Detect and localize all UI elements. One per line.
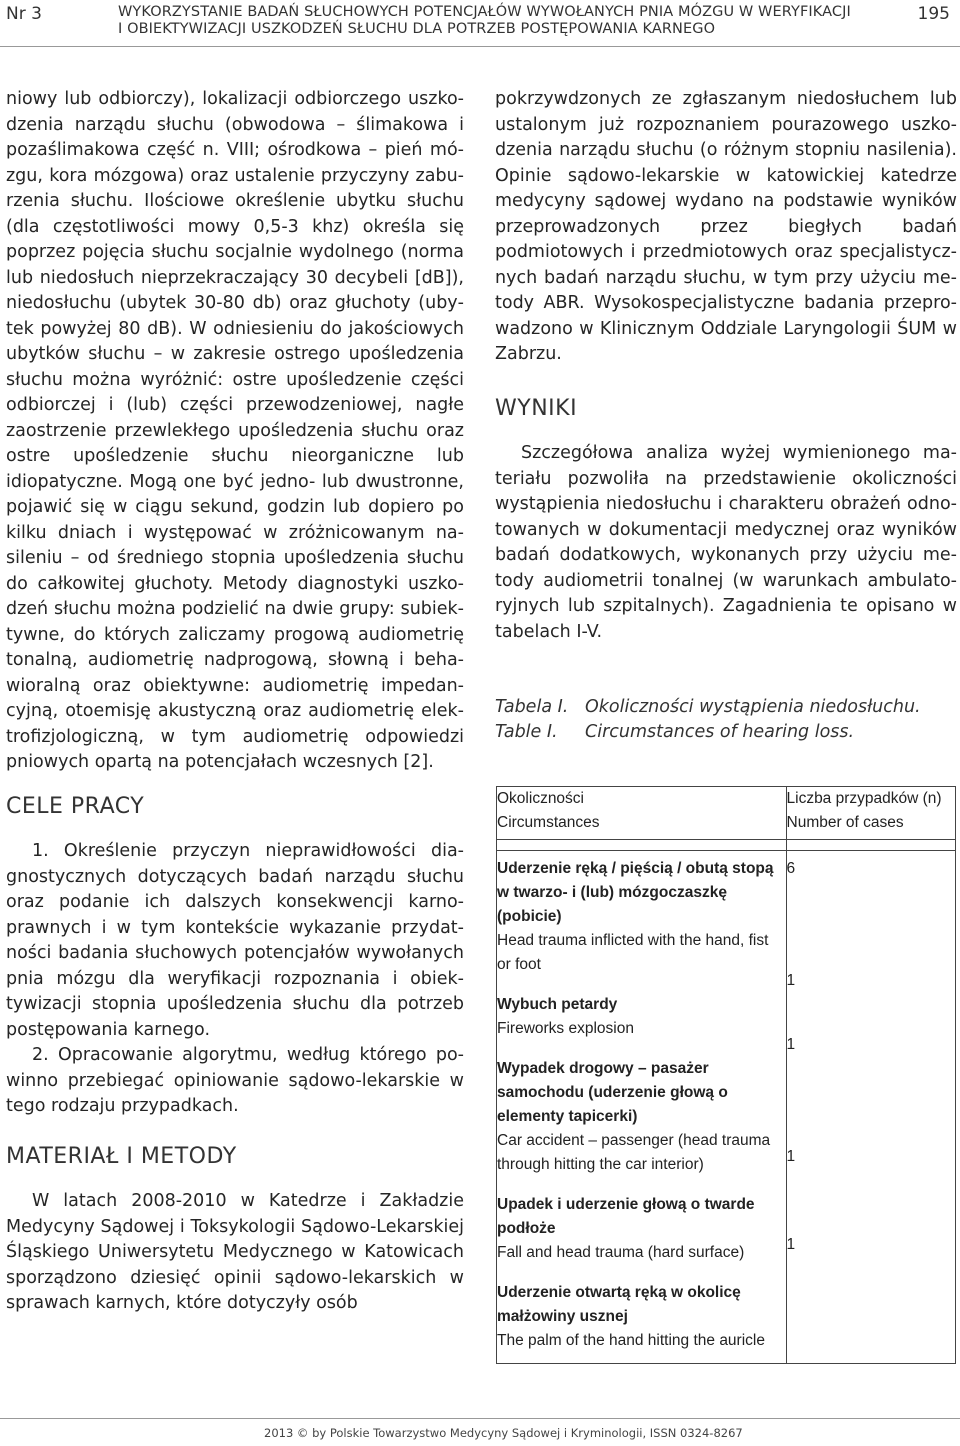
row-3-count: 1 <box>786 1036 796 1053</box>
table-body-circumstances <box>497 851 787 1364</box>
table-header-cases <box>786 787 956 840</box>
table-caption-pl-label: Tabela I. <box>495 697 569 717</box>
circumstances-table <box>496 786 956 1364</box>
table-caption-en-label: Table I. <box>495 722 558 742</box>
row-5-en: The palm of the hand hitting the auricle <box>497 1332 765 1349</box>
table-caption-pl <box>495 695 957 720</box>
methods-paragraph: W latach 2008-2010 w Katedrze i Zakładzie Medycyny Sądowej i Toksykologii Sądowo-Lekarskiej Śląskiego Uniwersytetu Medycznego w Katowicach sporządzono dziesięć opinii sądowo-lekarskich w sprawach karnych, które dotyczyły osób <box>6 1191 464 1313</box>
table-row <box>497 1183 786 1271</box>
continued-paragraph: pokrzywdzonych ze zgłaszanym niedosłuchem lub ustalonym już rozpoznaniem pourazowego uszkodzenia narządu słuchu (o różnym stopniu nasilenia). Opinie sądowo-lekarskie w katowickiej katedrze medycyny sądowej wydano na podstawie wyników przeprowadzonych przez biegłych badań podmiotowych i przedmiotowych oraz specjalistycznych badań narządu słuchu, w tym przy użyciu metody ABR. Wysokospecjalistyczne badania przeprowadzono w Klinicznym Oddziale Laryngologii ŚUM w Zabrzu. <box>495 89 957 364</box>
table-header-circumstances <box>497 787 787 840</box>
results-paragraph: Szczegółowa analiza wyżej wymienionego materiału pozwoliła na przedstawienie okoliczności wystąpienia niedosłuchu i charakteru obrażeń odnotowanych w dokumentacji medycznej oraz wyników badań dodatkowych, wykonanych przy użyciu metody audiometrii tonalnej (w warunkach ambulatoryjnych lub szpitalnych). Zagadnienia te opisano w tabelach I-V. <box>495 443 957 642</box>
row-1-count: 6 <box>786 860 796 877</box>
intro-paragraph: niowy lub odbiorczy), lokalizacji odbiorczego uszkodzenia narządu słuchu (obwodowa – ślimakowa i pozaślimakowa część n. VIII; ośrodkowa – pień mózgu, kora mózgowa) oraz ustalenie przyczyny zaburzenia słuchu. Ilościowe określenie ubytku słuchu (dla częstotliwości mowy 0,5-3 khz) określa się poprzez pojęcia słuchu socjalnie wydolnego (norma lub niedosłuch nieprzekraczający 30 decybeli [dB]), niedosłuchu (ubytek 30-80 db) oraz głuchoty (ubytek powyżej 80 dB). W odniesieniu do jakościowych ubytków słuchu – w zakresie ostrego upośledzenia słuchu można wyróżnić: ostre upośledzenie części odbiorczej i (lub) części przewodzeniowej, nagłe zaostrzenie przewlekłego upośledzenia słuchu oraz ostre upośledzenie słuchu nieorganiczne lub idiopatyczne. Mogą one być jedno- lub dwustronne, pojawić się w ciągu sekund, godzin lub dopiero po kilku dniach i występować w zróżnicowanym nasileniu – od średniego stopnia upośledzenia słuchu do całkowitej głuchoty. Metody diagnostyki uszkodzeń słuchu można podzielić na dwie grupy: subiektywne, do których zaliczamy progową audiometrię tonalną, audiometrię nadprogową, słowną i behawioralną oraz obiektywne: audiometrię impedancyjną, otoemisję akustyczną oraz audiometrię elektrofizjologiczną, w tym audiometrię odpowiedzi pniowych opartą na potencjałach wczesnych [2]. <box>6 89 464 772</box>
row-1-en: Head trauma inflicted with the hand, fist or foot <box>497 932 769 973</box>
table-body-row <box>497 851 956 1364</box>
table-row <box>497 983 786 1047</box>
table-caption <box>495 695 957 745</box>
issue-number: Nr 3 <box>6 4 42 24</box>
row-1-pl: Uderzenie ręką / pięścią / obutą stopą w twarzo- i (lub) mózgoczaszkę (pobicie) <box>497 860 774 925</box>
row-2-en: Fireworks explosion <box>497 1020 634 1037</box>
row-5-pl: Uderzenie otwartą ręką w okolicę małżowiny usznej <box>497 1284 741 1325</box>
table-header-row <box>497 787 956 840</box>
section-heading-wyniki: WYNIKI <box>495 395 578 421</box>
table-row <box>497 1047 786 1183</box>
footer-rule <box>0 1418 960 1419</box>
table-caption-en <box>495 720 957 745</box>
aim-paragraph-1: 1. Określenie przyczyn nieprawidłowości diagnostycznych dotyczących badań narządu słuchu oraz podanie ich dalszych konsekwencji karnoprawnych i w tym kontekście wykazanie przydatności badania słuchowych potencjałów wywołanych pnia mózgu dla weryfikacji rozpoznania i obiektywizacji stopnia upośledzenia słuchu dla potrzeb postępowania karnego. <box>6 841 464 1040</box>
table-header-col2-en: Number of cases <box>786 814 904 831</box>
table-header-col1-pl: Okoliczności <box>497 790 584 807</box>
left-column <box>6 87 464 1317</box>
row-4-en: Fall and head trauma (hard surface) <box>497 1244 745 1261</box>
table-row <box>497 851 786 983</box>
table-header-col1-en: Circumstances <box>497 814 600 831</box>
row-5-count: 1 <box>786 1236 796 1253</box>
row-4-count: 1 <box>786 1148 796 1165</box>
row-3-pl: Wypadek drogowy – pasażer samochodu (uderzenie głową o elementy tapicerki) <box>497 1060 728 1125</box>
table-header-col2-pl: Liczba przypadków (n) <box>786 790 942 807</box>
page-number: 195 <box>917 4 950 24</box>
running-header <box>0 0 960 48</box>
table-row <box>497 1271 786 1363</box>
running-title <box>118 4 858 38</box>
right-column <box>495 87 957 745</box>
row-4-pl: Upadek i uderzenie głową o twarde podłoże <box>497 1196 755 1237</box>
row-3-en: Car accident – passenger (head trauma through hitting the car interior) <box>497 1132 771 1173</box>
aim-paragraph-2: 2. Opracowanie algorytmu, według którego powinno przebiegać opiniowanie sądowo-lekarskie w tego rodzaju przypadkach. <box>6 1045 464 1116</box>
row-2-count: 1 <box>786 972 796 989</box>
table-caption-en-text: Circumstances of hearing loss. <box>585 722 855 742</box>
table-gap-row <box>497 840 956 851</box>
section-heading-cele: CELE PRACY <box>6 793 145 819</box>
running-title-line2: I OBIEKTYWIZACJI USZKODZEŃ SŁUCHU DLA POTRZEB POSTĘPOWANIA KARNEGO <box>118 21 716 37</box>
row-2-pl: Wybuch petardy <box>497 996 618 1013</box>
running-title-line1: WYKORZYSTANIE BADAŃ SŁUCHOWYCH POTENCJAŁÓW WYWOŁANYCH PNIA MÓZGU W WERYFIKACJI <box>118 4 851 20</box>
copyright-text: 2013 © by Polskie Towarzystwo Medycyny Sądowej i Kryminologii, ISSN 0324-8267 <box>264 1426 743 1440</box>
section-heading-material: MATERIAŁ I METODY <box>6 1143 237 1169</box>
table-body-cases <box>786 851 956 1364</box>
header-rule <box>0 46 960 47</box>
table-caption-pl-text: Okoliczności wystąpienia niedosłuchu. <box>585 697 921 717</box>
